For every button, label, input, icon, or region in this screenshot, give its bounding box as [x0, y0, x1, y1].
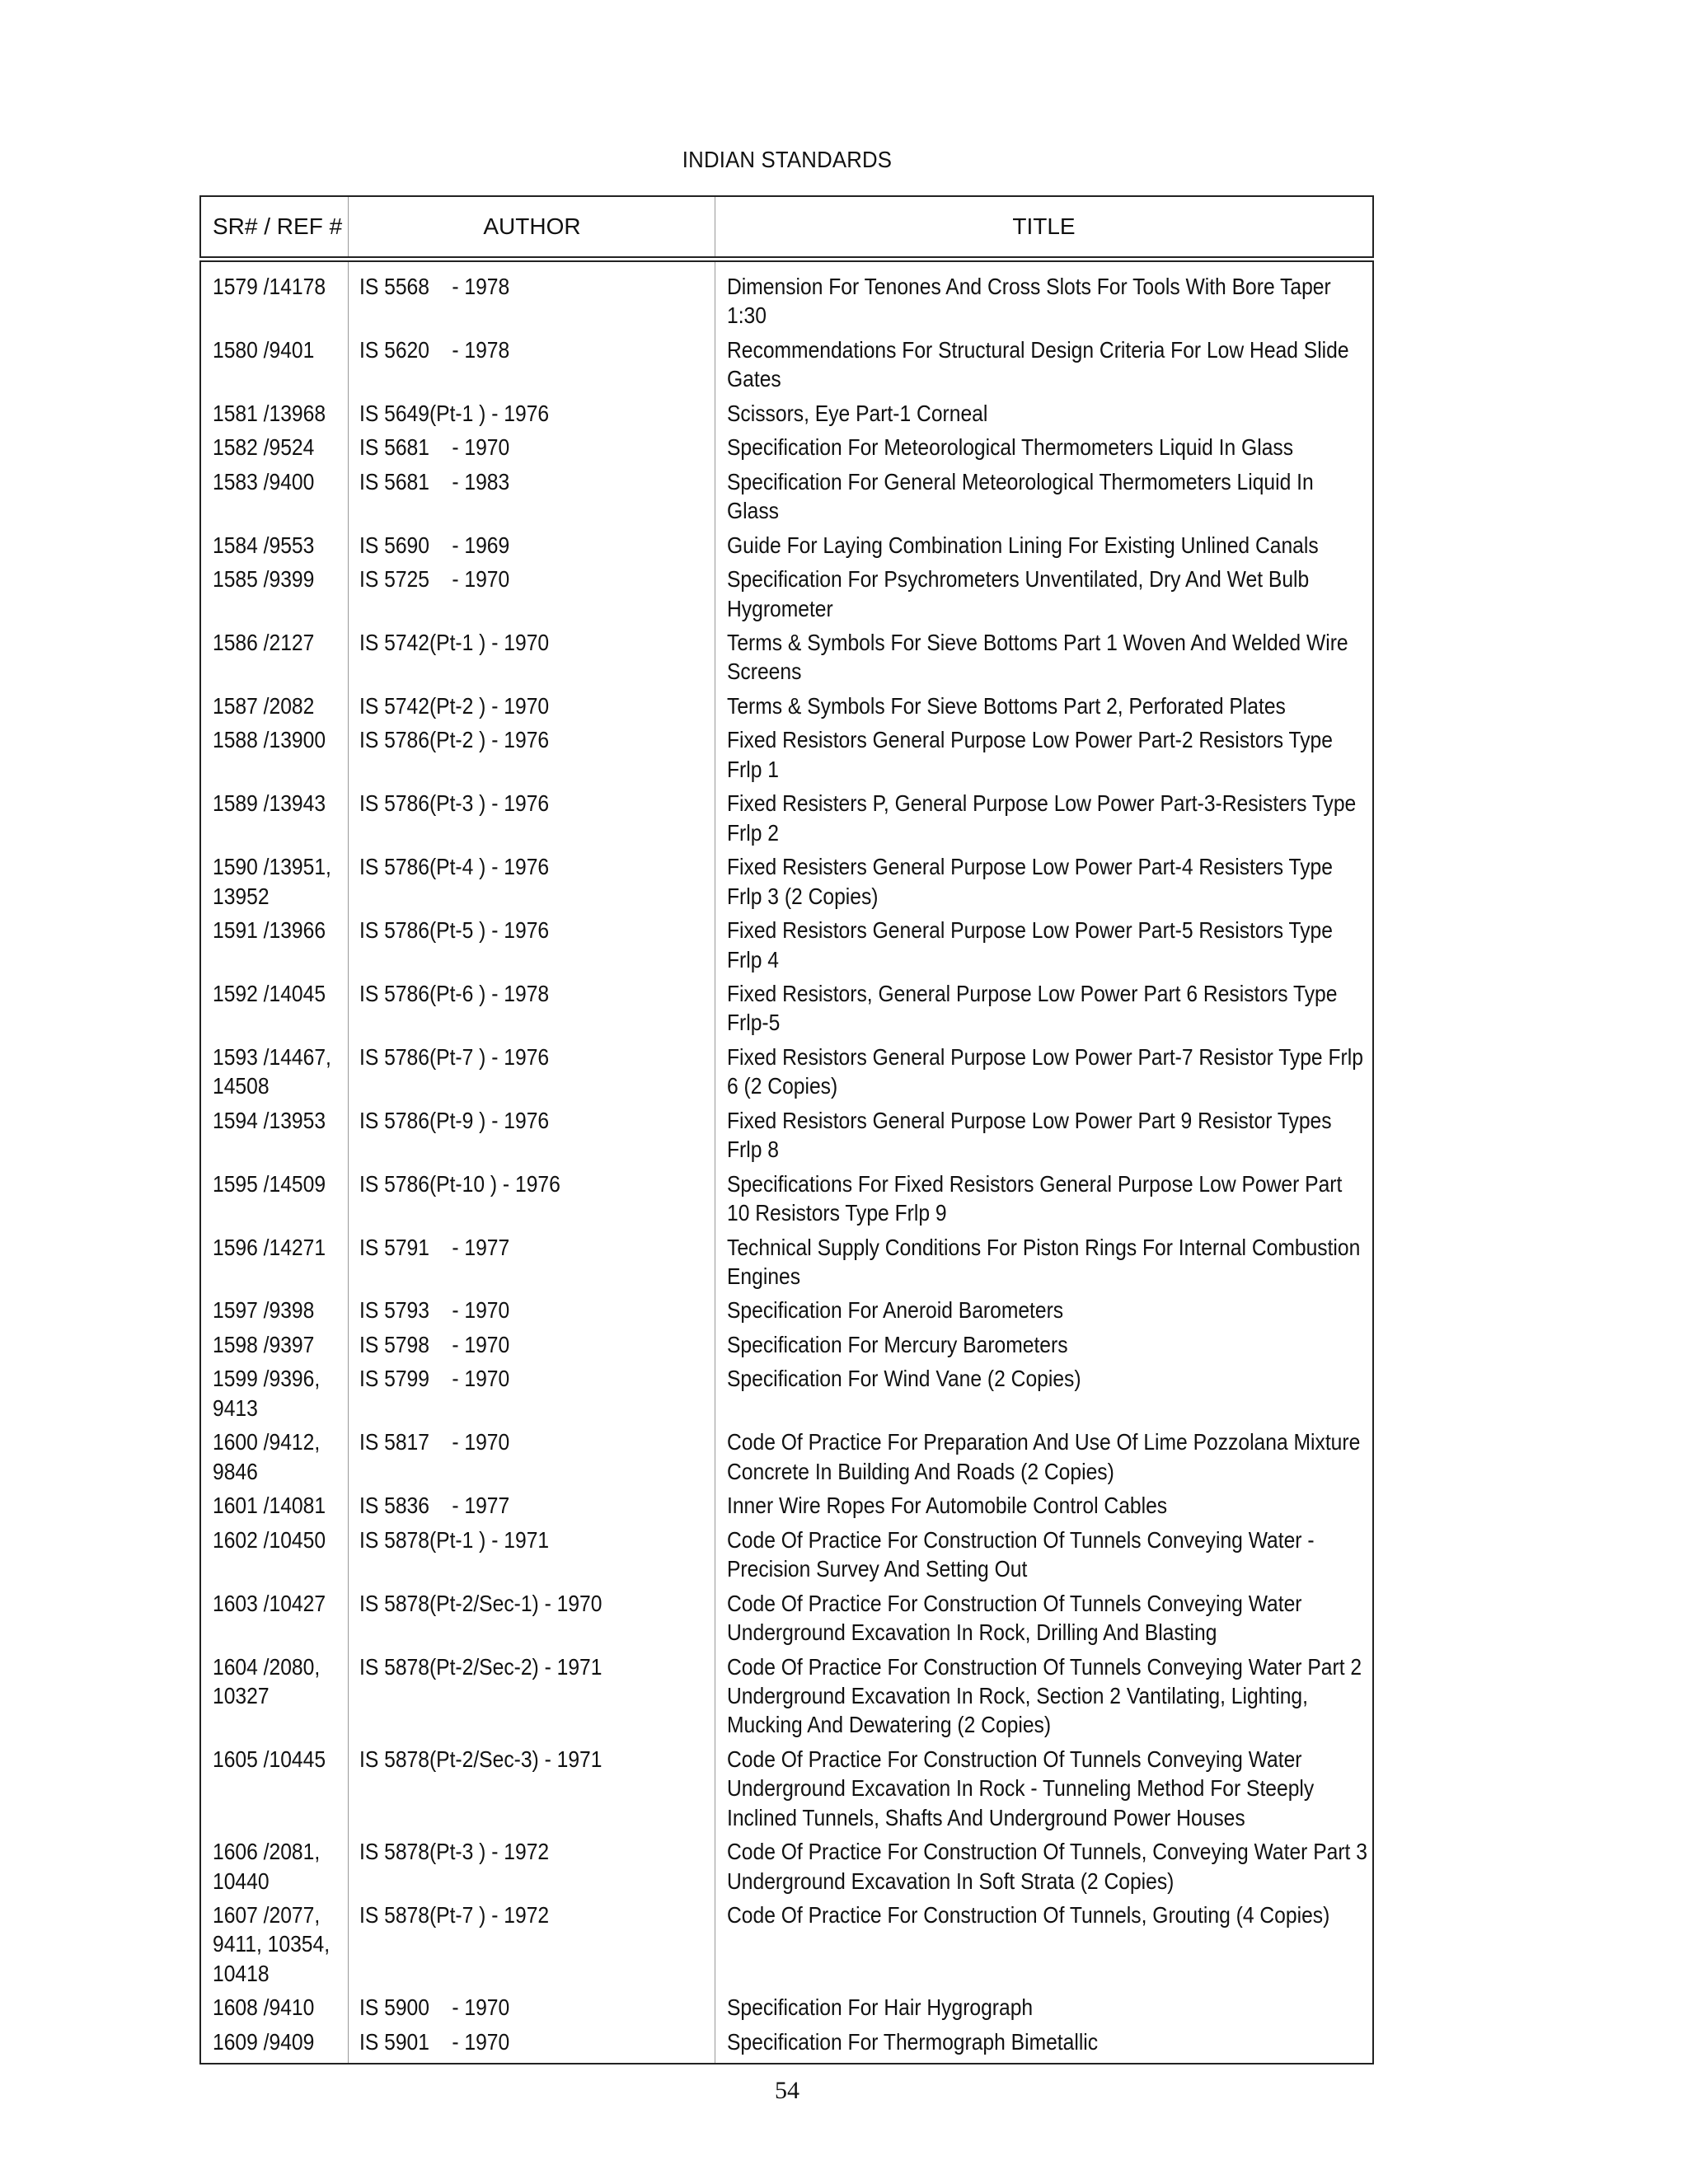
- author-cell: IS 5878(Pt-3 ) - 1972: [359, 1839, 550, 1865]
- sr-ref-cell: 1602 /10450: [213, 1526, 326, 1553]
- author-cell: IS 5786(Pt-4 ) - 1976: [359, 854, 550, 880]
- sr-ref-cell: 1579 /14178: [213, 274, 326, 299]
- author-cell: IS 5878(Pt-1 ) - 1971: [359, 1526, 550, 1553]
- author-cell: IS 5799 - 1970: [359, 1366, 510, 1392]
- title-cell: Specification For General Meteorological Thermometers Liquid In Glass: [727, 468, 1314, 524]
- table-row: [201, 691, 1372, 726]
- title-cell: Fixed Resistors General Purpose Low Power Part-5 Resistors Type Frlp 4: [727, 917, 1333, 972]
- table-row: [201, 1900, 1372, 1993]
- sr-ref-cell: 1590 /13951, 13952: [213, 854, 331, 909]
- header-title: TITLE: [715, 197, 1372, 256]
- author-cell: IS 5620 - 1978: [359, 336, 510, 363]
- author-cell: IS 5878(Pt-2/Sec-1) - 1970: [359, 1590, 603, 1616]
- header-sr-ref: SR# / REF #: [213, 213, 343, 239]
- author-cell: IS 5786(Pt-6 ) - 1978: [359, 981, 550, 1007]
- sr-ref-cell: 1583 /9400: [213, 468, 315, 494]
- sr-ref-cell: 1582 /9524: [213, 434, 315, 461]
- table-header: [199, 195, 1374, 258]
- table-row: [201, 916, 1372, 979]
- title-cell: Fixed Resisters General Purpose Low Power Part-4 Resisters Type Frlp 3 (2 Copies): [727, 854, 1333, 909]
- table-row: [201, 1106, 1372, 1169]
- author-cell: IS 5878(Pt-2/Sec-3) - 1971: [359, 1746, 603, 1772]
- author-cell: IS 5900 - 1970: [359, 1994, 510, 2021]
- sr-ref-cell: 1601 /14081: [213, 1493, 326, 1519]
- sr-ref-cell: 1599 /9396, 9413: [213, 1366, 321, 1421]
- table-row: [201, 1745, 1372, 1837]
- page-number: 54: [775, 2077, 799, 2104]
- table-row: [201, 1837, 1372, 1900]
- table-row: [201, 565, 1372, 628]
- author-cell: IS 5786(Pt-9 ) - 1976: [359, 1107, 550, 1133]
- title-cell: Technical Supply Conditions For Piston Rings For Internal Combustion Engines: [727, 1234, 1361, 1289]
- author-cell: IS 5742(Pt-2 ) - 1970: [359, 692, 550, 719]
- title-cell: Fixed Resisters P, General Purpose Low Power Part-3-Resisters Type Frlp 2: [727, 790, 1357, 846]
- table-rows: [201, 272, 1372, 2061]
- title-cell: Specification For Wind Vane (2 Copies): [727, 1366, 1081, 1392]
- sr-ref-cell: 1594 /13953: [213, 1107, 326, 1133]
- title-cell: Inner Wire Ropes For Automobile Control Cables: [727, 1493, 1168, 1519]
- table-row: [201, 1526, 1372, 1589]
- sr-ref-cell: 1580 /9401: [213, 336, 315, 363]
- author-cell: IS 5690 - 1969: [359, 532, 510, 558]
- title-cell: Code Of Practice For Preparation And Use Of Lime Pozzolana Mixture Concrete In Building And Roads (2 Copies): [727, 1429, 1361, 1484]
- title-cell: Scissors, Eye Part-1 Corneal: [727, 400, 988, 426]
- author-cell: IS 5786(Pt-2 ) - 1976: [359, 727, 550, 753]
- sr-ref-cell: 1598 /9397: [213, 1331, 315, 1357]
- title-cell: Terms & Symbols For Sieve Bottoms Part 2, Perforated Plates: [727, 692, 1286, 719]
- title-cell: Specification For Aneroid Barometers: [727, 1297, 1064, 1324]
- title-cell: Code Of Practice For Construction Of Tunnels Conveying Water Underground Excavation In Rock - Tunneling Method For Steeply Inclined Tunnels, Shafts And Underground Power Houses: [727, 1746, 1315, 1830]
- title-cell: Fixed Resistors General Purpose Low Power Part-7 Resistor Type Frlp 6 (2 Copies): [727, 1043, 1363, 1099]
- sr-ref-cell: 1608 /9410: [213, 1994, 315, 2021]
- table-row: [201, 1589, 1372, 1652]
- author-cell: IS 5786(Pt-5 ) - 1976: [359, 917, 550, 944]
- title-cell: Dimension For Tenones And Cross Slots For Tools With Bore Taper 1:30: [727, 274, 1331, 329]
- table-row: [201, 1296, 1372, 1330]
- title-cell: Guide For Laying Combination Lining For Existing Unlined Canals: [727, 532, 1319, 558]
- table-row: [201, 399, 1372, 434]
- author-cell: IS 5742(Pt-1 ) - 1970: [359, 630, 550, 656]
- author-cell: IS 5568 - 1978: [359, 274, 510, 299]
- author-cell: IS 5681 - 1970: [359, 434, 510, 461]
- title-cell: Specification For Meteorological Thermometers Liquid In Glass: [727, 434, 1294, 461]
- author-cell: IS 5878(Pt-2/Sec-2) - 1971: [359, 1653, 603, 1680]
- title-cell: Specification For Hair Hygrograph: [727, 1994, 1034, 2021]
- title-cell: Terms & Symbols For Sieve Bottoms Part 1 Woven And Welded Wire Screens: [727, 630, 1348, 685]
- table-row: [201, 531, 1372, 565]
- sr-ref-cell: 1593 /14467, 14508: [213, 1043, 331, 1099]
- sr-ref-cell: 1595 /14509: [213, 1170, 326, 1197]
- table-row: [201, 1652, 1372, 1745]
- title-cell: Code Of Practice For Construction Of Tunnels, Conveying Water Part 3 Underground Excavation In Soft Strata (2 Copies): [727, 1839, 1367, 1894]
- header-author: AUTHOR: [348, 197, 715, 256]
- title-cell: Code Of Practice For Construction Of Tunnels Conveying Water Underground Excavation In Rock, Drilling And Blasting: [727, 1590, 1302, 1646]
- title-cell: Code Of Practice For Construction Of Tunnels Conveying Water - Precision Survey And Setting Out: [727, 1526, 1315, 1582]
- sr-ref-cell: 1591 /13966: [213, 917, 326, 944]
- sr-ref-cell: 1604 /2080, 10327: [213, 1653, 321, 1708]
- table-row: [201, 2027, 1372, 2062]
- table-row: [201, 725, 1372, 789]
- title-cell: Specification For Psychrometers Unventilated, Dry And Wet Bulb Hygrometer: [727, 566, 1310, 621]
- author-cell: IS 5786(Pt-3 ) - 1976: [359, 790, 550, 817]
- sr-ref-cell: 1609 /9409: [213, 2028, 315, 2055]
- sr-ref-cell: 1589 /13943: [213, 790, 326, 817]
- sr-ref-cell: 1581 /13968: [213, 400, 326, 426]
- table-body: [199, 260, 1374, 2064]
- table-row: [201, 1364, 1372, 1427]
- title-cell: Specification For Thermograph Bimetallic: [727, 2028, 1099, 2055]
- sr-ref-cell: 1587 /2082: [213, 692, 315, 719]
- sr-ref-cell: 1603 /10427: [213, 1590, 326, 1616]
- sr-ref-cell: 1592 /14045: [213, 981, 326, 1007]
- title-cell: Fixed Resistors, General Purpose Low Power Part 6 Resistors Type Frlp-5: [727, 981, 1338, 1036]
- table-row: [201, 1043, 1372, 1106]
- page-title: INDIAN STANDARDS: [682, 147, 893, 172]
- table-row: [201, 979, 1372, 1043]
- author-cell: IS 5791 - 1977: [359, 1234, 510, 1260]
- table-row: [201, 1993, 1372, 2027]
- table-row: [201, 1491, 1372, 1526]
- table-row: [201, 1169, 1372, 1233]
- sr-ref-cell: 1586 /2127: [213, 630, 315, 656]
- title-cell: Code Of Practice For Construction Of Tunnels, Grouting (4 Copies): [727, 1902, 1330, 1929]
- title-cell: Specification For Mercury Barometers: [727, 1331, 1068, 1357]
- table-row: [201, 272, 1372, 335]
- table-row: [201, 852, 1372, 916]
- sr-ref-cell: 1605 /10445: [213, 1746, 326, 1772]
- table-row: [201, 335, 1372, 399]
- title-cell: Recommendations For Structural Design Criteria For Low Head Slide Gates: [727, 336, 1349, 392]
- author-cell: IS 5649(Pt-1 ) - 1976: [359, 400, 550, 426]
- table-row: [201, 467, 1372, 531]
- sr-ref-cell: 1597 /9398: [213, 1297, 315, 1324]
- table-row: [201, 1233, 1372, 1296]
- title-cell: Fixed Resistors General Purpose Low Power Part-2 Resistors Type Frlp 1: [727, 727, 1333, 782]
- table-row: [201, 433, 1372, 467]
- sr-ref-cell: 1584 /9553: [213, 532, 315, 558]
- table-row: [201, 789, 1372, 852]
- sr-ref-cell: 1585 /9399: [213, 566, 315, 593]
- author-cell: IS 5817 - 1970: [359, 1429, 510, 1455]
- author-cell: IS 5725 - 1970: [359, 566, 510, 593]
- table-row: [201, 628, 1372, 691]
- title-cell: Specifications For Fixed Resistors General Purpose Low Power Part 10 Resistors Type Frlp 9: [727, 1170, 1343, 1226]
- author-cell: IS 5901 - 1970: [359, 2028, 510, 2055]
- author-cell: IS 5793 - 1970: [359, 1297, 510, 1324]
- author-cell: IS 5786(Pt-10 ) - 1976: [359, 1170, 560, 1197]
- sr-ref-cell: 1588 /13900: [213, 727, 326, 753]
- author-cell: IS 5836 - 1977: [359, 1493, 510, 1519]
- title-cell: Fixed Resistors General Purpose Low Power Part 9 Resistor Types Frlp 8: [727, 1107, 1332, 1163]
- table-row: [201, 1427, 1372, 1491]
- sr-ref-cell: 1607 /2077, 9411, 10354, 10418: [213, 1902, 331, 1986]
- table-row: [201, 1330, 1372, 1365]
- sr-ref-cell: 1606 /2081, 10440: [213, 1839, 321, 1894]
- author-cell: IS 5681 - 1983: [359, 468, 510, 494]
- author-cell: IS 5878(Pt-7 ) - 1972: [359, 1902, 550, 1929]
- author-cell: IS 5798 - 1970: [359, 1331, 510, 1357]
- sr-ref-cell: 1600 /9412, 9846: [213, 1429, 321, 1484]
- title-cell: Code Of Practice For Construction Of Tunnels Conveying Water Part 2 Underground Excavation In Rock, Section 2 Vantilating, Lighting, Mucking And Dewatering (2 Copies): [727, 1653, 1362, 1738]
- author-cell: IS 5786(Pt-7 ) - 1976: [359, 1043, 550, 1070]
- sr-ref-cell: 1596 /14271: [213, 1234, 326, 1260]
